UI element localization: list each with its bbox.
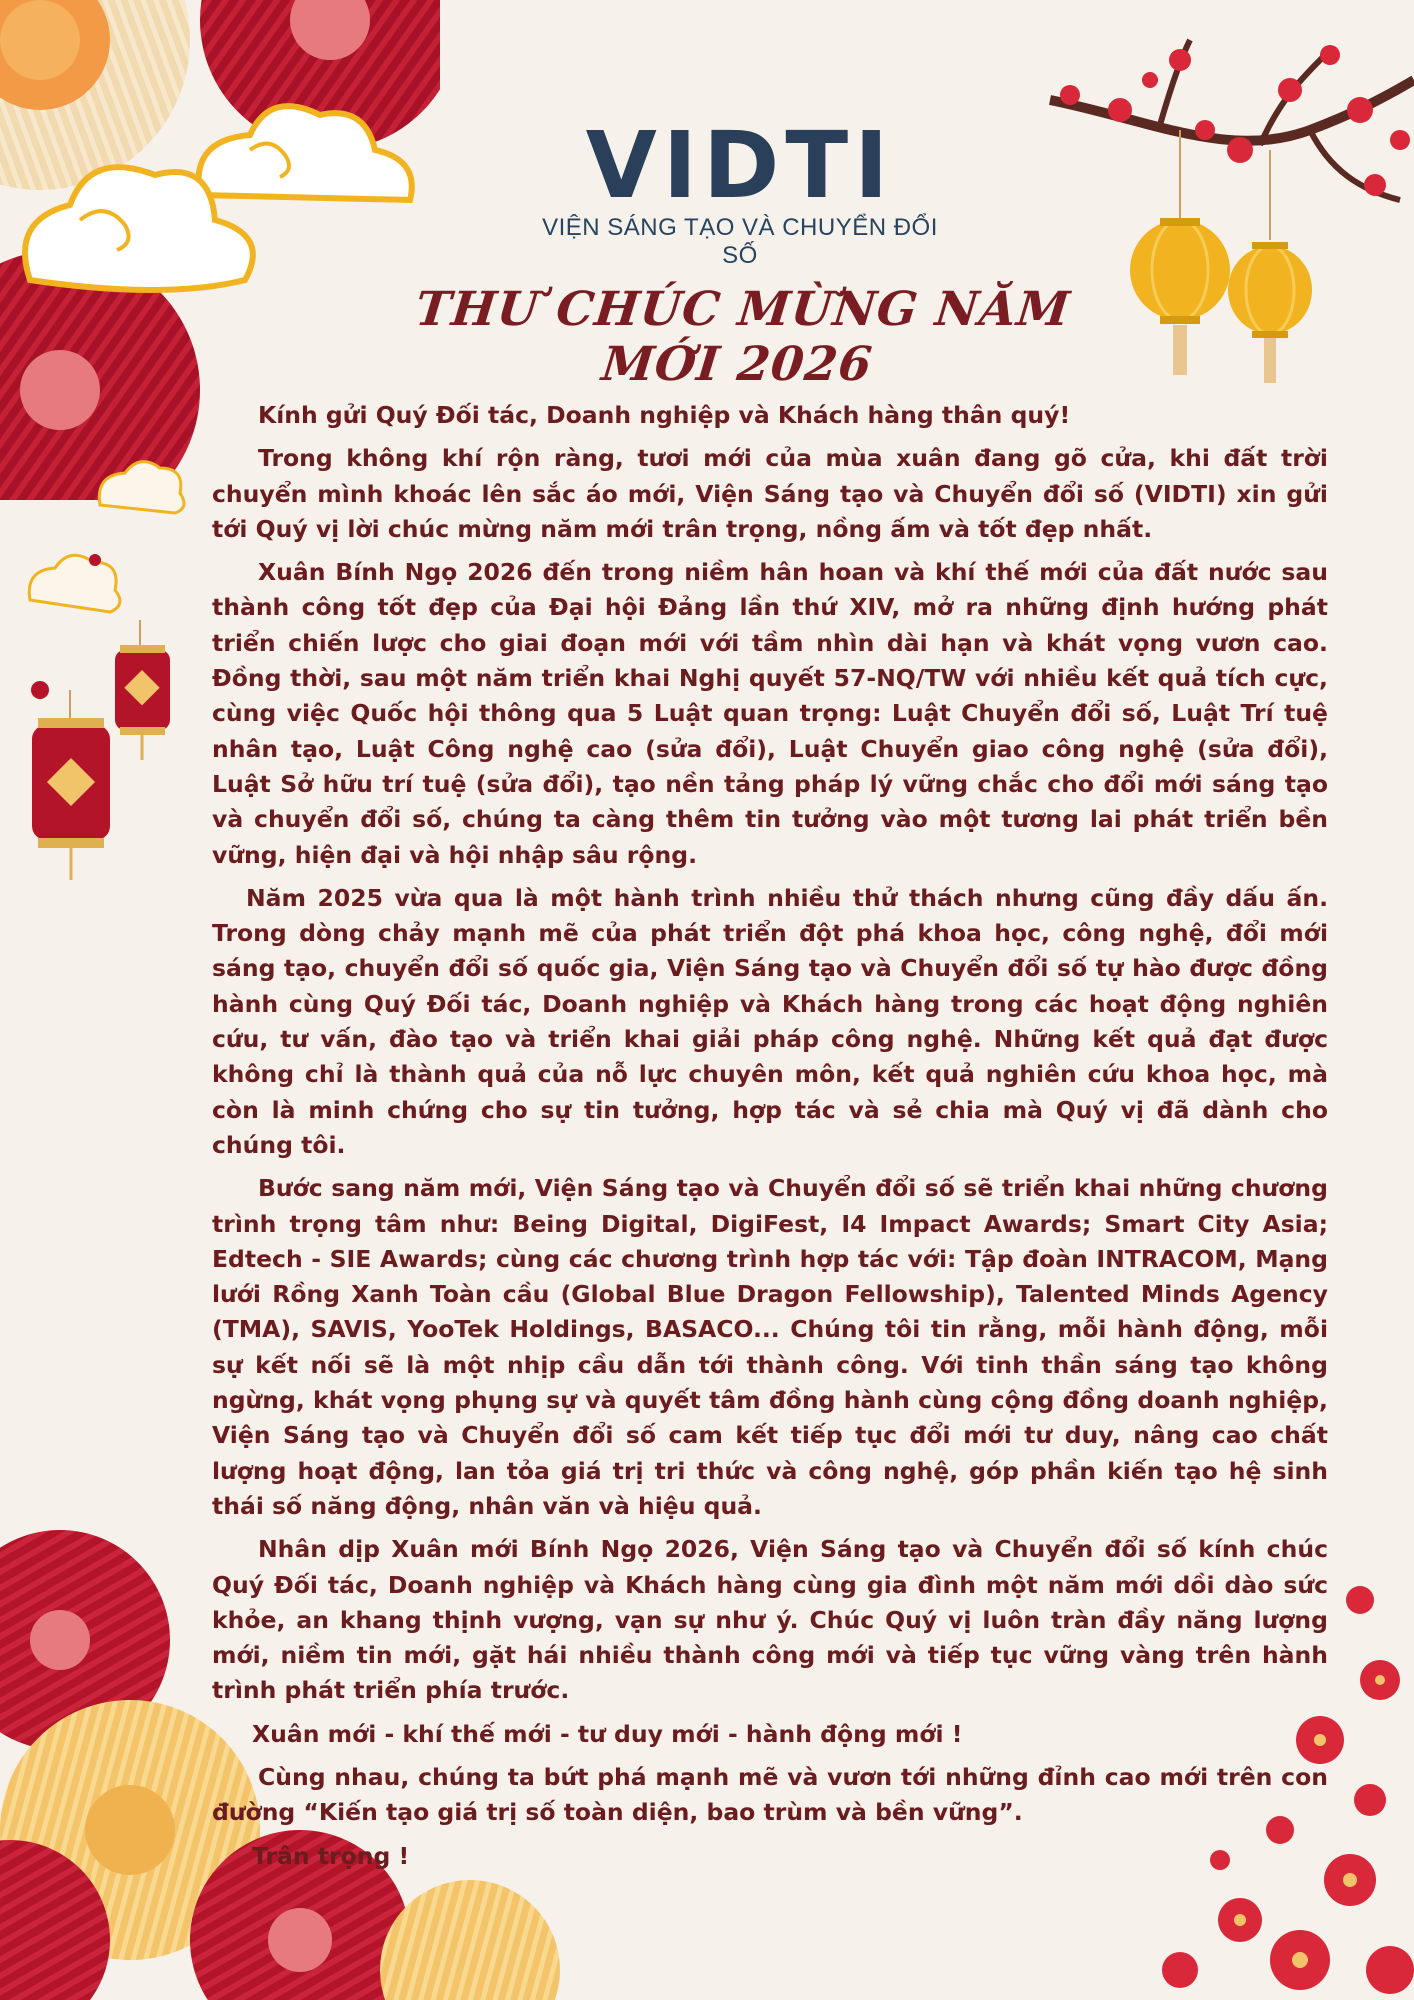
- paragraph: Nhân dịp Xuân mới Bính Ngọ 2026, Viện Sáng tạo và Chuyển đổi số kính chúc Quý Đối tác, Doanh nghiệp và Khách hàng cùng gia đình một năm mới dồi dào sức khỏe, an khang thịnh vượng, vạn sự như ý. Chúc Quý vị luôn tràn đầy năng lượng mới, niềm tin mới, gặt hái nhiều thành công mới và tiếp tục vững vàng trên hành trình phát triển phía trước.: [212, 1535, 1328, 1705]
- vidti-logo: [540, 112, 940, 269]
- page-title: THƯ CHÚC MỪNG NĂM MỚI 2026: [412, 282, 1073, 392]
- paragraph: Bước sang năm mới, Viện Sáng tạo và Chuyển đổi số sẽ triển khai những chương trình trọng tâm như: Being Digital, DigiFest, I4 Impact Awards; Smart City Asia; Edtech - SIE Awards; cùng các chương trình hợp tác với: Tập đoàn INTRACOM, Mạng lưới Rồng Xanh Toàn cầu (Global Blue Dragon Fellowship), Talented Minds Agency (TMA), SAVIS, YooTek Holdings, BASACO... Chúng tôi tin rằng, mỗi hành động, mỗi sự kết nối sẽ là một nhịp cầu dẫn tới thành công. Với tinh thần sáng tạo không ngừng, khát vọng phụng sự và quyết tâm đồng hành cùng cộng đồng doanh nghiệp, Viện Sáng tạo và Chuyển đổi số cam kết tiếp tục đổi mới tư duy, nâng cao chất lượng hoạt động, lan tỏa giá trị tri thức và công nghệ, góp phần kiến tạo hệ sinh thái số năng động, nhân văn và hiệu quả.: [212, 1174, 1328, 1520]
- paragraph: Xuân Bính Ngọ 2026 đến trong niềm hân hoan và khí thế mới của đất nước sau thành công tốt đẹp của Đại hội Đảng lần thứ XIV, mở ra những định hướng phát triển chiến lược cho giai đoạn mới với tầm nhìn dài hạn và khát vọng vươn cao. Đồng thời, sau một năm triển khai Nghị quyết 57-NQ/TW với nhiều kết quả tích cực, cùng việc Quốc hội thông qua 5 Luật quan trọng: Luật Chuyển đổi số, Luật Trí tuệ nhân tạo, Luật Công nghệ cao (sửa đổi), Luật Chuyển giao công nghệ (sửa đổi), Luật Sở hữu trí tuệ (sửa đổi), tạo nền tảng pháp lý vững chắc cho đổi mới sáng tạo và chuyển đổi số, chúng ta càng thêm tin tưởng vào một tương lai phát triển bền vững, hiện đại và hội nhập sâu rộng.: [212, 558, 1328, 869]
- slogan: Xuân mới - khí thế mới - tư duy mới - hành động mới !: [252, 1719, 963, 1748]
- letter-body: [212, 398, 1328, 1882]
- signoff: Trân trọng !: [252, 1841, 410, 1870]
- greeting: Kính gửi Quý Đối tác, Doanh nghiệp và Khách hàng thân quý!: [258, 401, 1071, 429]
- paragraph: Trong không khí rộn ràng, tươi mới của mùa xuân đang gõ cửa, khi đất trời chuyển mình khoác lên sắc áo mới, Viện Sáng tạo và Chuyển đổi số (VIDTI) xin gửi tới Quý vị lời chúc mừng năm mới trân trọng, nồng ấm và tốt đẹp nhất.: [212, 444, 1328, 543]
- logo-tagline: VIỆN SÁNG TẠO VÀ CHUYỂN ĐỔI SỐ: [542, 214, 938, 269]
- logo-wordmark: VIDTI: [585, 112, 895, 219]
- closing-paragraph: Cùng nhau, chúng ta bứt phá mạnh mẽ và vươn tới những đỉnh cao mới trên con đường “Kiến tạo giá trị số toàn diện, bao trùm và bền vững”.: [212, 1762, 1328, 1827]
- paragraph: Năm 2025 vừa qua là một hành trình nhiều thử thách nhưng cũng đầy dấu ấn. Trong dòng chảy mạnh mẽ của phát triển đột phá khoa học, công nghệ, đổi mới sáng tạo, chuyển đổi số quốc gia, Viện Sáng tạo và Chuyển đổi số tự hào được đồng hành cùng Quý Đối tác, Doanh nghiệp và Khách hàng trong các hoạt động nghiên cứu, tư vấn, đào tạo và triển khai giải pháp công nghệ. Những kết quả đạt được không chỉ là thành quả của nỗ lực chuyên môn, kết quả nghiên cứu khoa học, mà còn là minh chứng cho sự tin tưởng, hợp tác và sẻ chia mà Quý vị đã dành cho chúng tôi.: [212, 883, 1328, 1159]
